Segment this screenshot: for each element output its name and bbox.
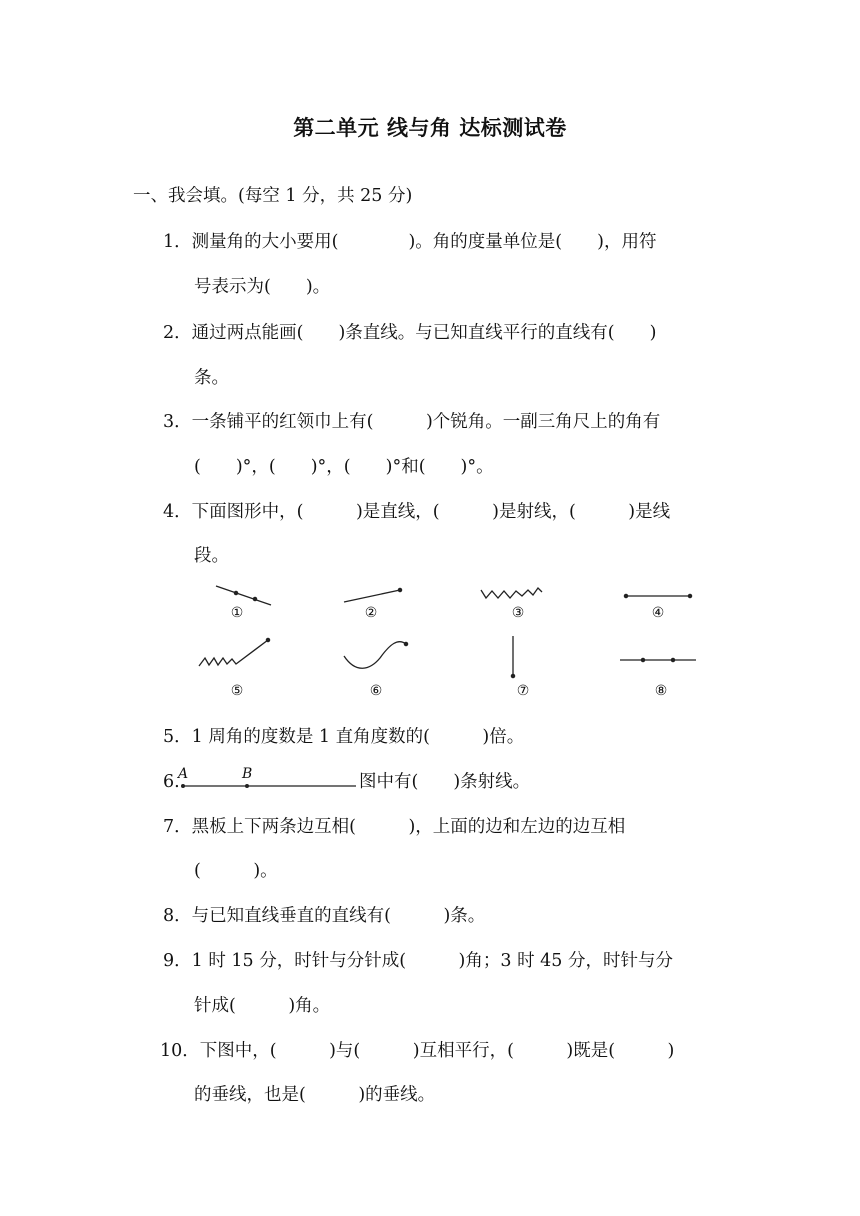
question-1-line-2: 号表示为( )。 [194,277,331,297]
line-figures [0,578,860,708]
figure-3-zigzag [481,588,542,598]
question-4-line-1: 4．下面图形中，( )是直线，( )是射线，( )是线 [163,502,671,522]
figure-4-segment [624,594,691,597]
question-3-line-2: ( )°，( )°，( )°和( )°。 [194,457,494,477]
question-7-line-1: 7．黑板上下两条边互相( )，上面的边和左边的边互相 [163,817,626,837]
question-2-line-2: 条。 [194,368,229,388]
point-a-label: A [178,766,189,782]
figure-label-1: ① [230,605,244,621]
figure-8-line [620,658,696,661]
point-b-label: B [242,766,253,782]
figure-2-ray [344,588,402,602]
question-9-line-2: 针成( )角。 [194,996,331,1016]
question-10-line-2: 的垂线，也是( )的垂线。 [194,1085,436,1105]
section-heading: 一、我会填。(每空 1 分，共 25 分) [133,186,413,206]
question-3-line-1: 3．一条铺平的红领巾上有( )个锐角。一副三角尺上的角有 [163,412,661,432]
figure-1-line [216,586,271,605]
figure-label-2: ② [364,605,378,621]
question-10-line-1: 10．下图中，( )与( )互相平行，( )既是( ) [160,1041,675,1061]
figure-label-7: ⑦ [516,683,530,699]
question-2-line-1: 2．通过两点能画( )条直线。与已知直线平行的直线有( ) [163,323,657,343]
question-5: 5．1 周角的度数是 1 直角度数的( )倍。 [163,727,525,747]
question-6: 图中有( )条射线。 [359,772,531,792]
question-4-line-2: 段。 [194,546,229,566]
figure-label-8: ⑧ [654,683,668,699]
question-8: 8．与已知直线垂直的直线有( )条。 [163,906,486,926]
figure-7-vertical-ray [511,636,514,678]
question-7-line-2: ( )。 [194,861,278,881]
question-9-line-1: 9．1 时 15 分，时针与分针成( )角；3 时 45 分，时针与分 [163,951,673,971]
figure-label-5: ⑤ [230,683,244,699]
figure-label-6: ⑥ [369,683,383,699]
ray-figure [178,762,360,794]
figure-label-4: ④ [651,605,665,621]
question-6-number: 6. [163,772,180,792]
figure-6-curve [344,642,406,669]
figure-5-zigzag-line [199,640,268,666]
question-1-line-1: 1．测量角的大小要用( )。角的度量单位是( )，用符 [163,232,657,252]
figure-label-3: ③ [511,605,525,621]
page-title: 第二单元 线与角 达标测试卷 [293,116,567,140]
